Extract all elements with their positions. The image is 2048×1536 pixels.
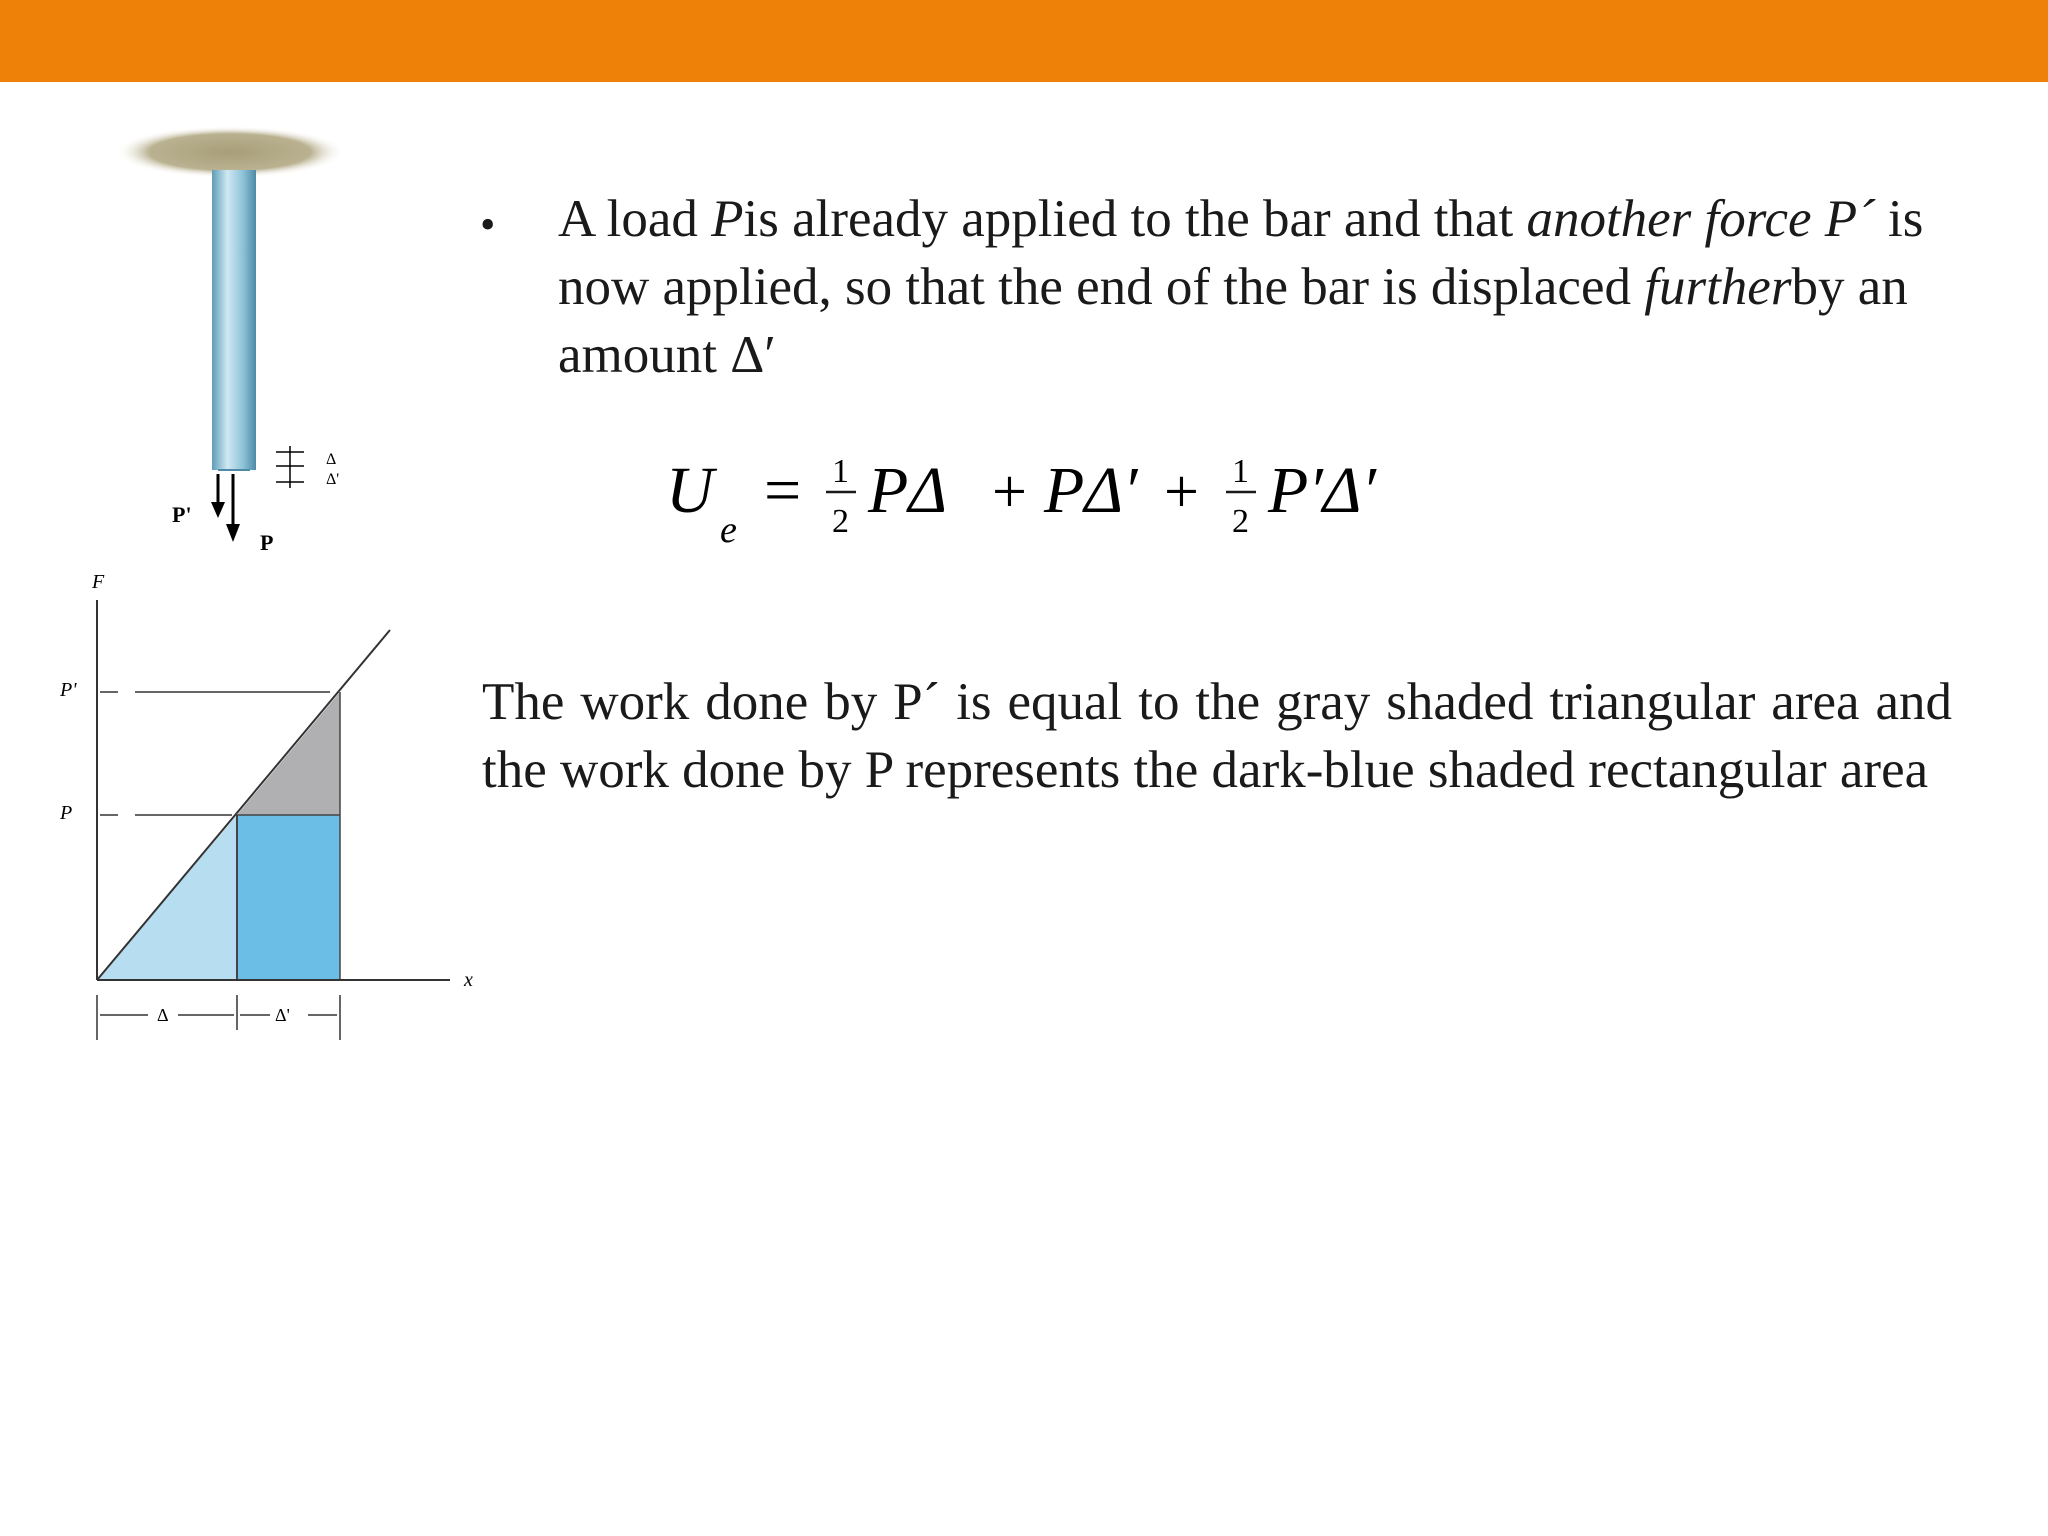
strain-energy-equation	[660, 440, 1460, 560]
equation-svg	[660, 440, 1460, 560]
graph-tick-p-prime: P'	[60, 679, 77, 701]
eq-plus1: +	[992, 458, 1027, 526]
eq-frac2-den: 2	[1232, 503, 1249, 540]
bar-rod	[212, 170, 256, 470]
graph-tick-p: P	[60, 802, 73, 824]
bullet-text-part: by an amount Δ′	[558, 258, 1908, 384]
explanation-paragraph: The work done by P´ is equal to the gray shaded triangular area and the work done by P represents the dark-blue shaded rectangular area	[482, 673, 1952, 799]
figure	[0, 90, 500, 1050]
bullet-dot: •	[480, 200, 496, 249]
eq-subscript-e: e	[720, 509, 737, 551]
eq-equals: =	[764, 454, 802, 527]
force-label-p: P	[260, 530, 274, 555]
bullet-text-part: is already applied to the bar and that	[743, 190, 1527, 248]
bullet-text-part: is now applied, so that the end of the bar is displaced	[558, 190, 1924, 316]
eq-term3: P′Δ′	[1268, 454, 1376, 527]
header-bar	[0, 0, 2048, 82]
graph-x-axis-label: x	[464, 969, 473, 991]
force-displacement-graph	[97, 600, 450, 1040]
bullet-item	[480, 185, 2020, 389]
bullet-italic-phrase: another force P´	[1526, 190, 1875, 248]
deflection-label-delta-prime: Δ'	[326, 471, 340, 488]
gray-triangle	[237, 692, 340, 815]
force-label-p-prime: P'	[172, 502, 192, 527]
eq-term1: PΔ	[868, 454, 948, 527]
bullet-symbol-p: P	[711, 190, 744, 248]
bullet-text	[558, 185, 2020, 389]
figure-svg	[0, 90, 500, 1050]
eq-term2: PΔ′	[1044, 454, 1138, 527]
graph-dim-delta-prime: Δ'	[275, 1005, 290, 1025]
eq-frac1-num: 1	[832, 453, 849, 490]
eq-plus2: +	[1164, 458, 1199, 526]
bullet-text-part: A load	[558, 190, 712, 248]
deflection-markers	[276, 446, 304, 488]
dark-blue-rectangle	[237, 815, 340, 980]
graph-dim-delta: Δ	[157, 1005, 169, 1025]
bullet-italic-further: further	[1644, 258, 1792, 316]
eq-frac2-num: 1	[1232, 453, 1249, 490]
graph-y-axis-label: F	[92, 571, 105, 593]
eq-U: U	[666, 454, 714, 527]
deflection-label-delta: Δ	[326, 451, 337, 468]
force-arrows	[211, 474, 240, 542]
eq-frac1-den: 2	[832, 503, 849, 540]
